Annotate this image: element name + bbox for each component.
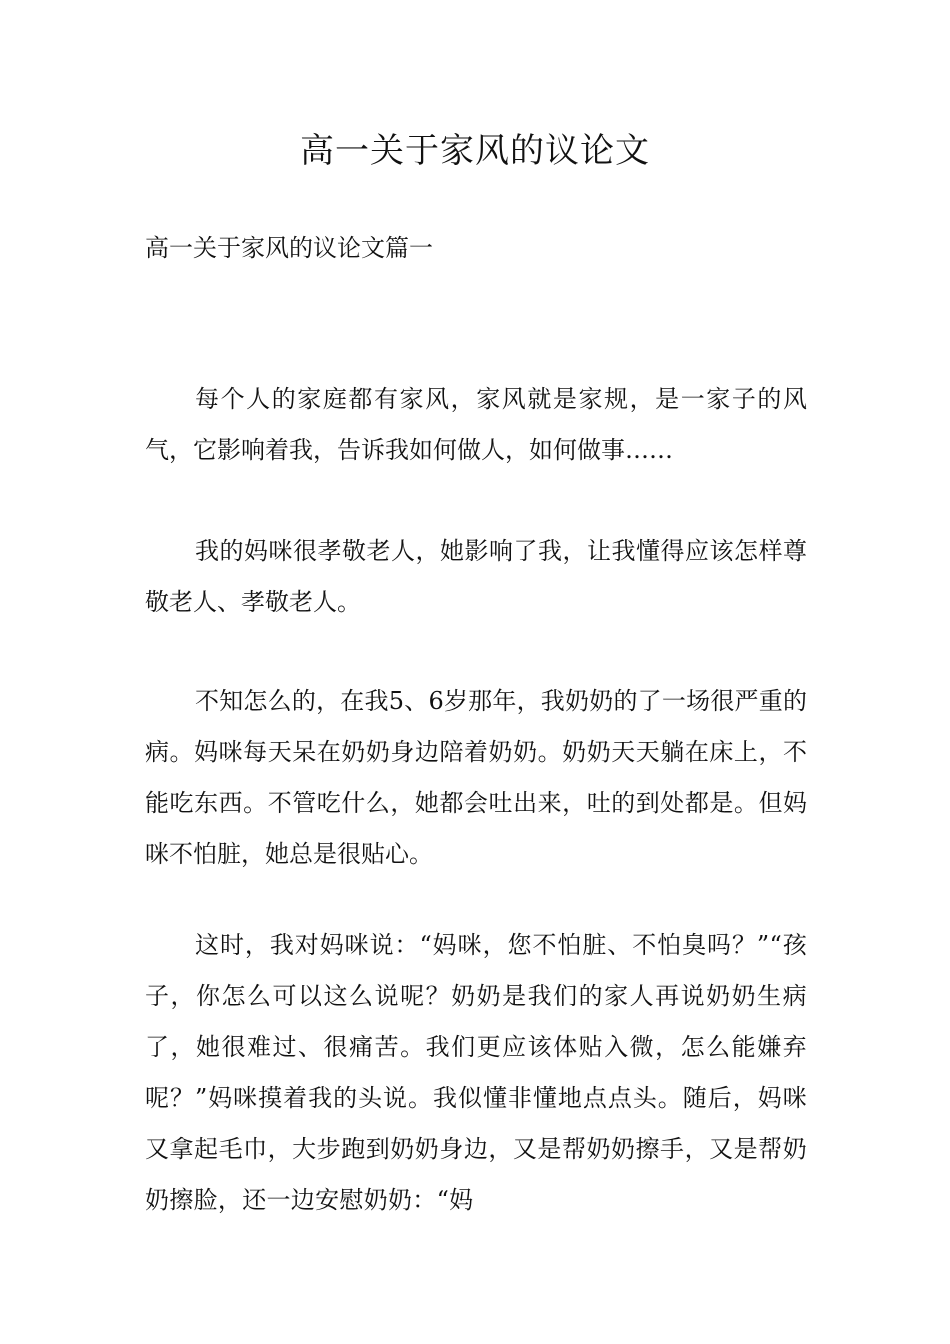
paragraph-3: 不知怎么的，在我5、6岁那年，我奶奶的了一场很严重的病。妈咪每天呆在奶奶身边陪着奶奶。奶奶天天躺在床上，不能吃东西。不管吃什么，她都会吐出来，吐的到处都是。但妈咪不怕脏，她总是很贴心。 xyxy=(145,687,807,868)
paragraph-2: 我的妈咪很孝敬老人，她影响了我，让我懂得应该怎样尊敬老人、孝敬老人。 xyxy=(145,537,807,616)
paragraph-4: 这时，我对妈咪说：“妈咪，您不怕脏、不怕臭吗？”“孩子，你怎么可以这么说呢？奶奶是我们的家人再说奶奶生病了，她很难过、很痛苦。我们更应该体贴入微，怎么能嫌弃呢？”妈咪摸着我的头说。我似懂非懂地点点头。随后，妈咪又拿起毛巾，大步跑到奶奶身边，又是帮奶奶擦手，又是帮奶奶擦脸，还一边安慰奶奶：“妈 xyxy=(145,931,807,1214)
document-subtitle: 高一关于家风的议论文篇一 xyxy=(145,234,433,262)
paragraph-1: 每个人的家庭都有家风，家风就是家规，是一家子的风气，它影响着我，告诉我如何做人，如何做事…… xyxy=(145,385,807,464)
document-title: 高一关于家风的议论文 xyxy=(300,131,650,171)
